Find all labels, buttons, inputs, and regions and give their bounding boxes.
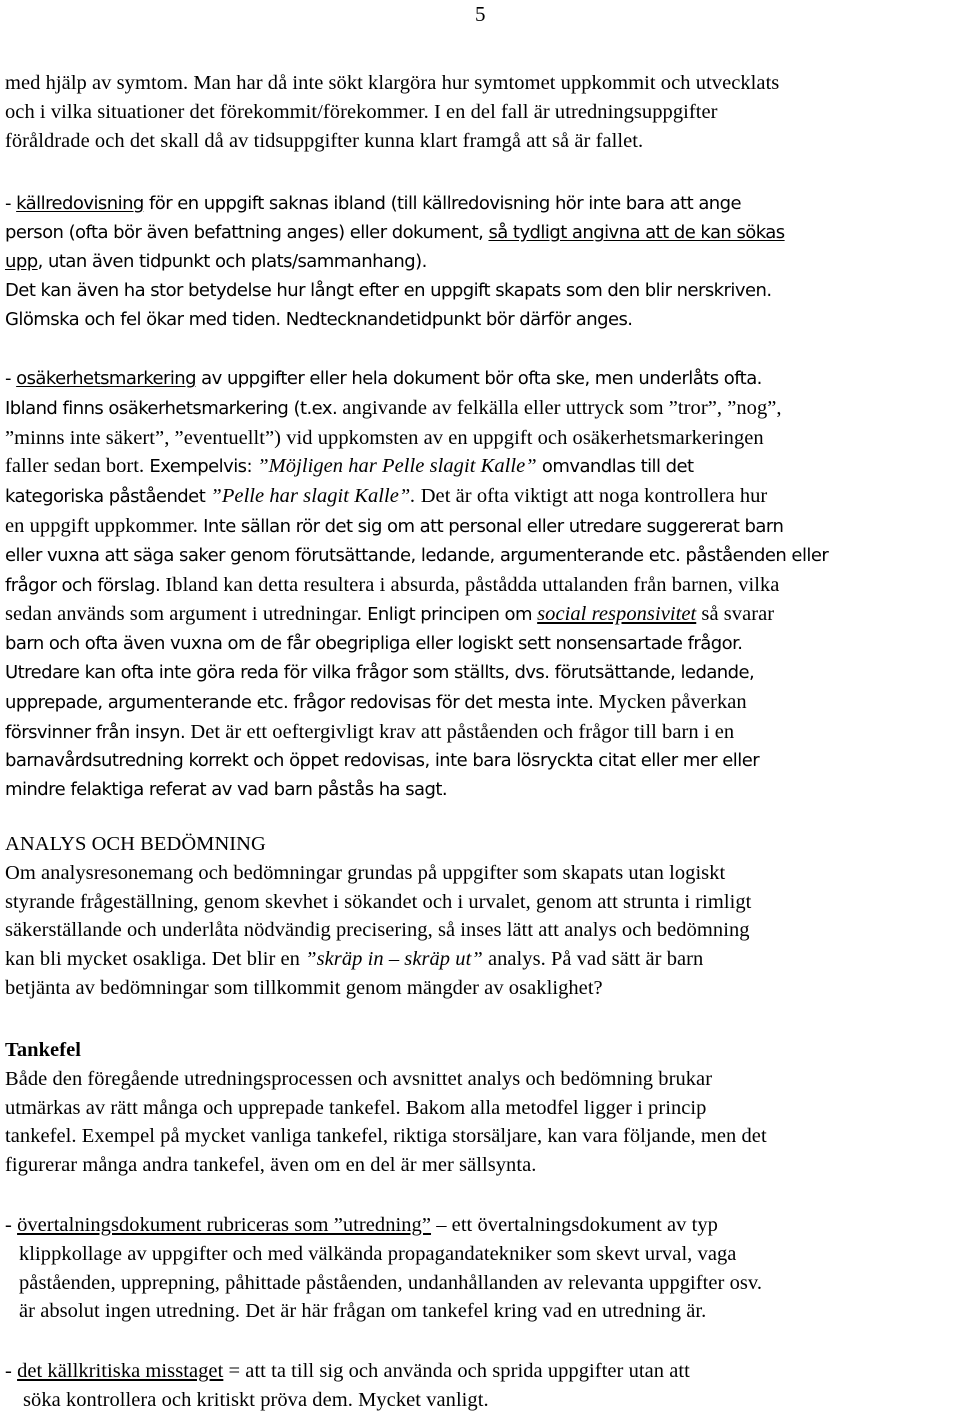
text-segment: Ibland finns osäkerhetsmarkering (t.ex.: [5, 397, 343, 419]
text-line: är absolut ingen utredning. Det är här frågan om tankefel kring vad en utredning är.: [19, 1300, 707, 1323]
text-line: [5, 688, 828, 718]
page-number: 5: [475, 2, 486, 26]
section-heading: ANALYS OCH BEDÖMNING: [5, 833, 266, 855]
text-line: och i vilka situationer det förekommit/förekommer. I en del fall är utredningsuppgifter: [5, 100, 718, 123]
text-segment: – ett övertalningsdokument av typ: [431, 1214, 718, 1236]
text-segment: frågor och förslag.: [5, 574, 166, 596]
text-segment: kategoriska påståendet: [5, 486, 211, 508]
text-segment: Mycken påverkan: [598, 690, 747, 713]
text-line: mindre felaktiga referat av vad barn påstås ha sagt.: [5, 779, 448, 801]
text-line: barnavårdsutredning korrekt och öppet redovisas, inte bara lösryckta citat eller mer eller: [5, 750, 760, 772]
text-line: säkerställande och underlåta nödvändig precisering, så inses lätt att analys och bedömning: [5, 919, 750, 942]
text-segment: Det är ofta viktigt att noga kontrollera hur: [415, 485, 768, 508]
text-line: [5, 365, 828, 394]
text-line: [5, 218, 785, 247]
term-kallredovisning: källredovisning: [16, 193, 144, 214]
text-line: med hjälp av symtom. Man har då inte sökt klargöra hur symtomet uppkommit och utvecklats: [5, 72, 780, 94]
text-segment: sedan används som argument i utredningar.: [5, 603, 368, 626]
italic-example: ”Pelle har slagit Kalle”.: [210, 485, 416, 508]
section-heading: Tankefel: [5, 1039, 81, 1061]
section-tankefel: [5, 1036, 767, 1180]
underlined-phrase: så tydligt angivna att de kan sökas: [488, 222, 785, 243]
text-line: klippkollage av uppgifter och med välkända propagandatekniker som skevt urval, vaga: [19, 1242, 737, 1265]
text-line: betjänta av bedömningar som tillkommit genom mängder av osaklighet?: [5, 976, 603, 999]
text-line: föråldrade och det skall då av tidsuppgifter kunna klart framgå att så är fallet.: [5, 129, 644, 152]
text-line: figurerar många andra tankefel, även om en del är mer sällsynta.: [5, 1154, 537, 1177]
text-line: [5, 512, 828, 542]
text-segment: angivande av felkälla eller uttryck som ”tror”, ”nog”,: [342, 396, 782, 419]
text-line: [5, 482, 828, 512]
text-segment: Enligt principen om: [367, 604, 538, 626]
text-segment: omvandlas till det: [536, 456, 694, 478]
section-analys: [5, 830, 751, 1003]
text-segment: , utan även tidpunkt och plats/sammanhang).: [37, 251, 427, 272]
italic-phrase: ”skräp in – skräp ut”: [305, 948, 483, 971]
text-segment: försvinner från insyn.: [5, 721, 191, 743]
underlined-phrase: upp: [5, 251, 38, 272]
text-line: söka kontrollera och kritiskt pröva dem. Mycket vanligt.: [23, 1388, 489, 1411]
italic-example: ”Möjligen har Pelle slagit Kalle”: [257, 455, 537, 478]
text-segment: Inte sällan rör det sig om att personal eller utredare suggererat barn: [203, 515, 784, 537]
text-segment: faller sedan bort.: [5, 455, 150, 478]
paragraph-kallkritiska-misstaget: [5, 1357, 690, 1415]
text-line: [5, 394, 828, 424]
text-segment: Exempelvis:: [149, 456, 258, 478]
underlined-italic-term: social responsivitet: [537, 603, 697, 626]
text-line: [5, 452, 828, 482]
text-line: [5, 189, 785, 218]
text-line: styrande frågeställning, genom skevhet i sökandet och i urvalet, genom att strunta i rimligt: [5, 890, 752, 913]
dash: -: [5, 1214, 18, 1236]
text-line: Utredare kan ofta inte göra reda för vilka frågor som ställts, dvs. förutsättande, ledande,: [5, 661, 755, 683]
text-line: ”minns inte säkert”, ”eventuellt”) vid uppkomsten av en uppgift och osäkerhetsmarkeringen: [5, 426, 764, 449]
text-line: Både den föregående utredningsprocessen och avsnittet analys och bedömning brukar: [5, 1067, 713, 1090]
term-osakerhetsmarkering: osäkerhetsmarkering: [16, 368, 197, 389]
text-segment: analys. På vad sätt är barn: [482, 948, 704, 971]
dash: -: [5, 193, 17, 214]
text-line: utmärkas av rätt många och upprepade tankefel. Bakom alla metodfel ligger i princip: [5, 1096, 707, 1119]
text-line: [5, 1211, 762, 1240]
text-segment: kan bli mycket osakliga. Det blir en: [5, 948, 306, 971]
text-line: [5, 1357, 690, 1386]
dash: -: [5, 1360, 18, 1382]
text-line: barn och ofta även vuxna om de får obegripliga eller logiskt sett nonsensartade frågor.: [5, 633, 743, 655]
text-line: påståenden, upprepning, påhittade påståenden, undanhållanden av relevanta uppgifter osv.: [19, 1271, 763, 1294]
text-line: [5, 945, 751, 974]
term-kallkritiska-misstaget: det källkritiska misstaget: [17, 1360, 224, 1382]
text-line: Om analysresonemang och bedömningar grundas på uppgifter som skapats utan logiskt: [5, 861, 726, 884]
text-segment: person (ofta bör även befattning anges) eller dokument,: [5, 222, 489, 243]
text-line: eller vuxna att säga saker genom förutsättande, ledande, argumenterande etc. påståenden eller: [5, 544, 829, 566]
paragraph-overtalningsdokument: [5, 1211, 762, 1326]
text-segment: för en uppgift saknas ibland (till källredovisning hör inte bara att ange: [143, 193, 742, 214]
text-segment: av uppgifter eller hela dokument bör ofta ske, men underlåts ofta.: [196, 368, 762, 389]
text-line: [5, 718, 828, 748]
text-line: [5, 571, 828, 601]
text-line: Glömska och fel ökar med tiden. Nedtecknandetidpunkt bör därför anges.: [5, 309, 633, 330]
dash: -: [5, 368, 17, 389]
italic-term: [537, 603, 696, 625]
text-line: tankefel. Exempel på mycket vanliga tankefel, riktiga storsäljare, kan vara följande, men det: [5, 1125, 767, 1148]
text-segment: så svarar: [696, 603, 775, 626]
paragraph-intro: [5, 69, 779, 155]
paragraph-kallredovisning: [5, 189, 785, 334]
text-line: [5, 247, 785, 276]
paragraph-osakerhetsmarkering: [5, 365, 828, 805]
text-segment: upprepade, argumenterande etc. frågor redovisas för det mesta inte.: [5, 691, 599, 713]
text-segment: en uppgift uppkommer.: [5, 514, 204, 537]
text-line: Det kan även ha stor betydelse hur långt efter en uppgift skapats som den blir nerskriven.: [5, 280, 772, 301]
text-segment: = att ta till sig och använda och sprida uppgifter utan att: [223, 1360, 690, 1382]
text-segment: Ibland kan detta resultera i absurda, påstådda uttalanden från barnen, vilka: [165, 573, 780, 596]
text-line: [5, 600, 828, 630]
term-overtalningsdokument: övertalningsdokument rubriceras som ”utredning”: [17, 1214, 432, 1236]
text-segment: Det är ett oeftergivligt krav att påståenden och frågor till barn i en: [190, 720, 735, 743]
